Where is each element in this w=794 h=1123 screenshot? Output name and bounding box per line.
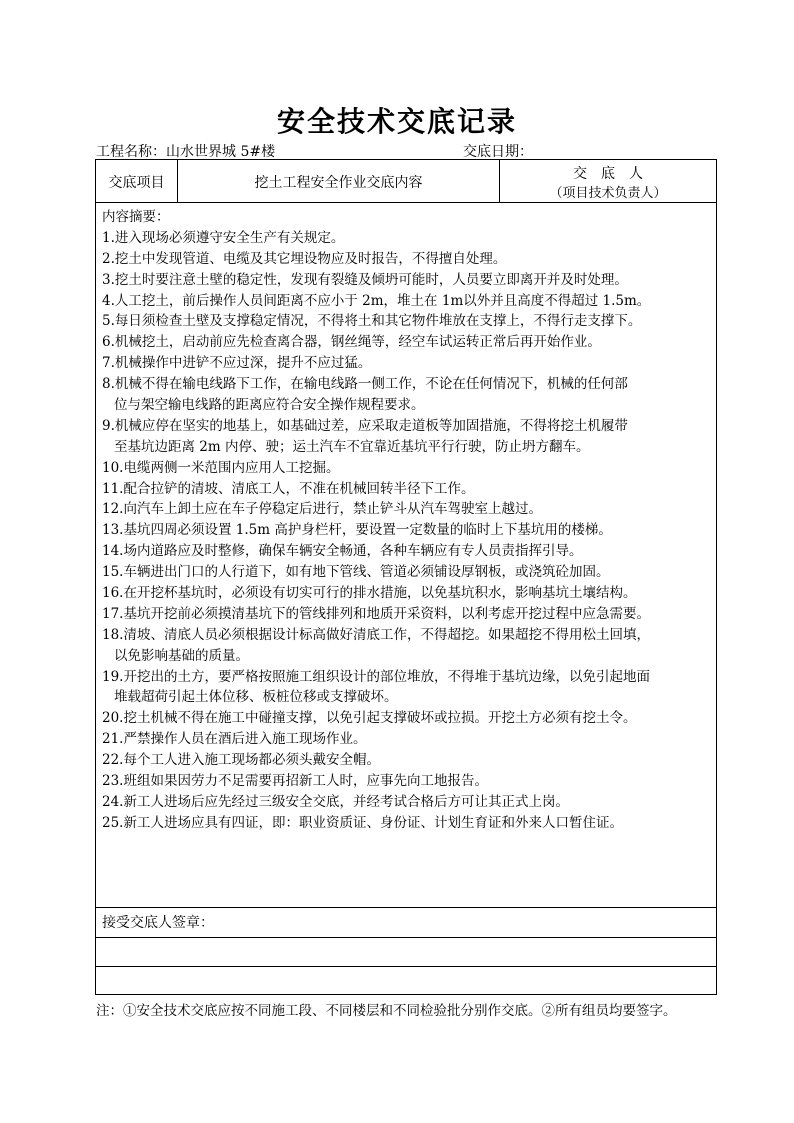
handover-date-label: 交底日期：	[463, 144, 533, 160]
content-line: 13.基坑四周必须设置 1.5m 高护身栏杆，要设置一定数量的临时上下基坑用的楼梯。	[102, 522, 612, 539]
signature-row-rule-2	[96, 966, 716, 967]
content-line: 18.清坡、清底人员必须根据设计标高做好清底工作，不得超挖。如果超挖不得用松土回填，	[102, 626, 650, 643]
signature-top-rule	[96, 907, 716, 908]
project-name: 工程名称：山水世界城 5#楼	[96, 144, 276, 160]
content-line: 6.机械挖土，启动前应先检查离合器，钢丝绳等，经空车试运转正常后再开始作业。	[102, 334, 601, 351]
content-line: 23.班组如果因劳力不足需要再招新工人时，应事先向工地报告。	[102, 773, 488, 790]
content-line: 19.开挖出的土方，要严格按照施工组织设计的部位堆放，不得堆于基坑边缘，以免引起地面	[102, 668, 650, 685]
content-line: 9.机械应停在坚实的地基上，如基础过差，应采取走道板等加固措施，不得将挖土机履带	[102, 417, 628, 434]
content-line: 10.电缆两侧一米范围内应用人工挖掘。	[102, 459, 340, 476]
document-title: 安全技术交底记录	[276, 105, 517, 138]
content-line: 22.每个工人进入施工现场都必须头戴安全帽。	[102, 752, 380, 769]
content-line: 20.挖土机械不得在施工中碰撞支撑，以免引起支撑破坏或拉损。开挖土方必须有挖土令。	[102, 710, 637, 727]
content-summary	[102, 207, 712, 834]
presenter-label: 交 底 人	[573, 166, 643, 182]
content-line: 21.严禁操作人员在酒后进入施工现场作业。	[102, 731, 367, 748]
content-line: 11.配合拉铲的清坡、清底工人，不准在机械回转半径下工作。	[102, 480, 475, 497]
content-line: 3.挖土时要注意土壁的稳定性，发现有裂缝及倾坍可能时，人员要立即离开并及时处理。	[102, 271, 628, 288]
content-line: 12.向汽车上卸土应在车子停稳定后进行，禁止铲斗从汽车驾驶室上越过。	[102, 501, 542, 518]
content-line: 堆载超荷引起土体位移、板桩位移或支撑破坏。	[114, 689, 398, 706]
content-line: 14.场内道路应及时整修，确保车辆安全畅通，各种车辆应有专人员责指挥引导。	[102, 543, 583, 560]
recipient-signature-label: 接受交底人签章：	[102, 915, 214, 931]
content-line: 8.机械不得在输电线路下工作，在输电线路一侧工作，不论在任何情况下，机械的任何部	[102, 376, 628, 393]
content-line: 25.新工人进场应具有四证，即：职业资质证、身份证、计划生育证和外来人口暂住证。	[102, 814, 623, 831]
signature-row-rule-1	[96, 937, 716, 938]
content-line: 至基坑边距离 2m 内停、驶；运土汽车不宜靠近基坑平行行驶，防止坍方翻车。	[114, 438, 590, 455]
content-line: 2.挖土中发现管道、电缆及其它埋设物应及时报告，不得擅自处理。	[102, 250, 507, 267]
content-line: 以免影响基础的质量。	[114, 647, 249, 664]
content-line: 17.基坑开挖前必须摸清基坑下的管线排列和地质开采资料，以利考虑开挖过程中应急需要。	[102, 605, 650, 622]
handover-record-table	[95, 159, 717, 995]
content-line: 1.进入现场必须遵守安全生产有关规定。	[102, 229, 345, 246]
content-line: 16.在开挖杯基坑时，必须设有切实可行的排水措施，以免基坑积水，影响基坑土壤结构。	[102, 585, 637, 602]
handover-item-label: 交底项目	[108, 175, 165, 191]
content-line: 5.每日须检查土壁及支撑稳定情况，不得将土和其它物件堆放在支撑上，不得行走支撑下。	[102, 313, 642, 330]
footnote: 注：①安全技术交底应按不同施工段、不同楼层和不同检验批分别作交底。②所有组员均要签字。	[96, 1003, 677, 1019]
header-bottom-rule	[96, 202, 716, 203]
content-line: 内容摘要：	[102, 209, 170, 225]
handover-item-value: 挖土工程安全作业交底内容	[254, 175, 423, 191]
content-line: 位与架空输电线路的距离应符合安全操作规程要求。	[114, 397, 425, 414]
presenter-subtitle: （项目技术负责人）	[549, 186, 667, 201]
content-line: 24.新工人进场后应先经过三级安全交底，并经考试合格后方可让其正式上岗。	[102, 793, 569, 810]
content-line: 4.人工挖土，前后操作人员间距离不应小于 2m，堆土在 1m以外并且高度不得超过 1.5m。	[102, 292, 651, 309]
content-line: 7.机械操作中进铲不应过深，提升不应过猛。	[102, 355, 372, 372]
content-line: 15.车辆进出门口的人行道下，如有地下管线、管道必须铺设厚钢板，或浇筑砼加固。	[102, 564, 610, 581]
